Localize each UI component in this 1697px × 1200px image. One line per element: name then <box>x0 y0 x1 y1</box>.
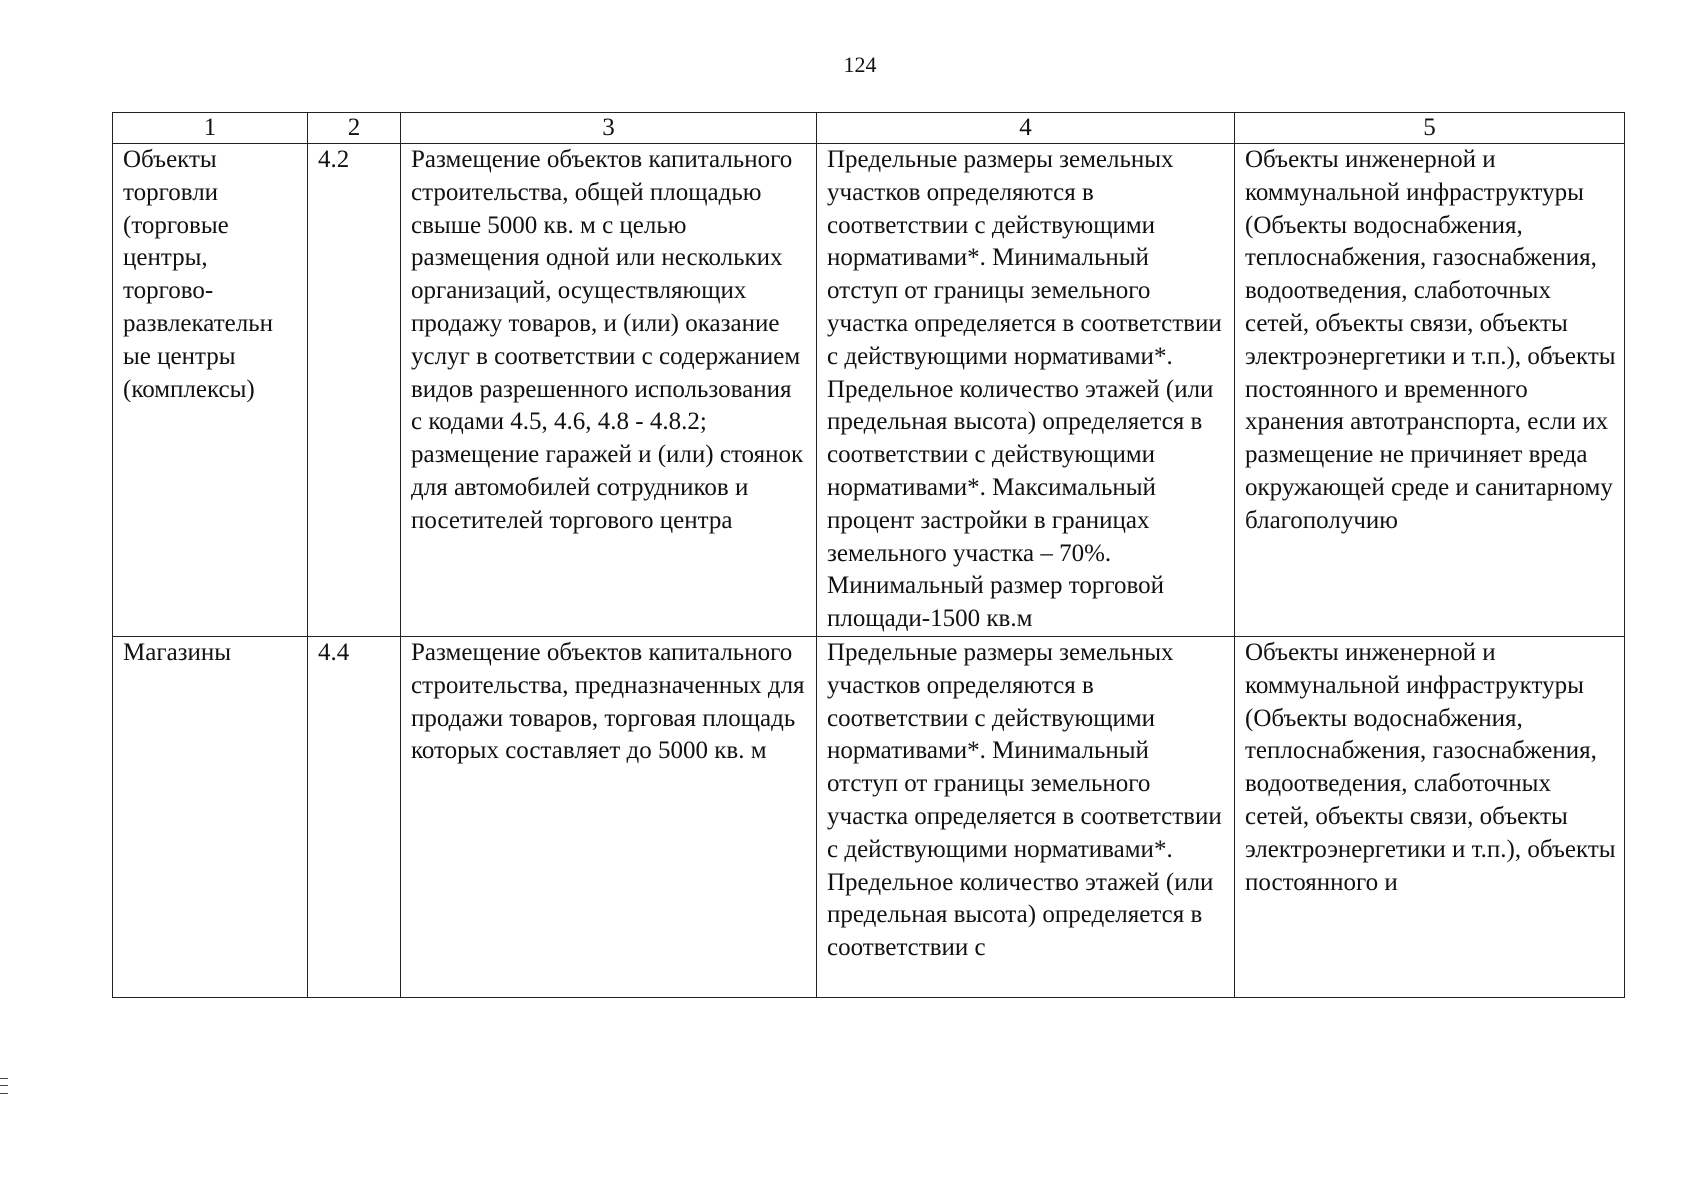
table-body <box>113 144 1625 998</box>
regulations-table <box>112 112 1625 998</box>
use-name-cell: Объекты торговли (торговые центры, торгово-развлекательн ые центры (комплексы) <box>113 144 308 637</box>
auxiliary-uses-cell <box>1235 636 1625 997</box>
column-header-4: 4 <box>817 113 1235 144</box>
column-header-5: 5 <box>1235 113 1625 144</box>
table-header <box>113 113 1625 144</box>
cell-text: 4.4 <box>318 638 350 666</box>
column-header-2: 2 <box>308 113 401 144</box>
use-code-cell <box>308 636 401 997</box>
table-row <box>113 144 1625 637</box>
cell-text: Размещение объектов капитального строительства, предназначенных для продажи товаров, торговая площадь которых составляет до 5000 кв. м <box>411 638 805 765</box>
auxiliary-uses-cell: Объекты инженерной и коммунальной инфраструктуры (Объекты водоснабжения, теплоснабжения, газоснабжения, водоотведения, слаботочных сетей, объекты связи, объекты электроэнергетики и т.п.), объекты постоянного и временного хранения автотранспорта, если их размещение не причиняет вреда окружающей среде и санитарному благополучию <box>1235 144 1625 637</box>
column-header-3: 3 <box>401 113 817 144</box>
parameters-cell <box>817 636 1235 997</box>
use-description-cell <box>401 636 817 997</box>
scan-margin-mark <box>0 1078 8 1094</box>
page-number: 124 <box>843 52 877 77</box>
use-description-cell: Размещение объектов капитального строительства, общей площадью свыше 5000 кв. м с целью размещения одной или нескольких организаций, осуществляющих продажу товаров, и (или) оказание услуг в соответствии с содержанием видов разрешенного использования с кодами 4.5, 4.6, 4.8 - 4.8.2; размещение гаражей и (или) стоянок для автомобилей сотрудников и посетителей торгового центра <box>401 144 817 637</box>
column-header-1: 1 <box>113 113 308 144</box>
table-row <box>113 636 1625 997</box>
use-code-cell: 4.2 <box>308 144 401 637</box>
cell-text: Магазины <box>123 638 232 666</box>
header-row <box>113 113 1625 144</box>
use-name-cell <box>113 636 308 997</box>
parameters-cell: Предельные размеры земельных участков определяются в соответствии с действующими нормативами*. Минимальный отступ от границы земельного участка определяется в соответствии с действующими нормативами*. Предельное количество этажей (или предельная высота) определяется в соответствии с действующими нормативами*. Максимальный процент застройки в границах земельного участка – 70%. Минимальный размер торговой площади-1500 кв.м <box>817 144 1235 637</box>
cell-text: Предельные размеры земельных участков определяются в соответствии с действующими нормативами*. Минимальный отступ от границы земельного участка определяется в соответствии с действующими нормативами*. Предельное количество этажей (или предельная высота) определяется в соответствии с <box>827 638 1222 962</box>
cell-text: Объекты инженерной и коммунальной инфраструктуры (Объекты водоснабжения, теплоснабжения, газоснабжения, водоотведения, слаботочных сетей, объекты связи, объекты электроэнергетики и т.п.), объекты постоянного и <box>1245 638 1616 896</box>
